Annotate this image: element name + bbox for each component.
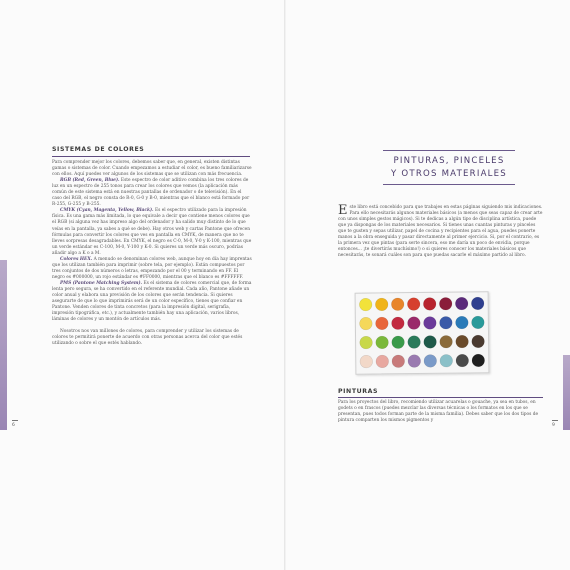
paint-swatch: [456, 316, 469, 329]
paint-swatch: [472, 316, 485, 329]
drop-cap: E: [338, 203, 348, 218]
paint-swatch: [424, 355, 437, 368]
paint-swatch: [423, 298, 436, 311]
page-number-left: [12, 420, 18, 428]
paint-swatch: [440, 354, 453, 367]
paint-swatch: [439, 297, 452, 310]
pms-text: Es el sistema de colores comercial que, de forma lenta pero segura, se ha convertido en el referente mundial. Cada año, Pantone añade un color anual y elabora una previsión de los colores que serán tendencia. Si quieres asegurarte de que lo que imprimirás será de un color específico, tienes que confiar en Pantone. Venden colores de tinta concretos (para la impresión digital, serigrafía, impresión tipográfica, etc.), y actualmente también hay una aplicación, varios libros, láminas de colores y un montón de artículos más.: [52, 280, 252, 323]
cmyk-term: CMYK (Cyan, Magenta, Yellow, Black).: [60, 208, 154, 214]
hex-paragraph: [52, 257, 252, 281]
palette-swatches: [356, 292, 489, 373]
paint-swatch: [440, 316, 453, 329]
hex-term: Colores HEX.: [60, 256, 93, 262]
right-edge-tab: [563, 355, 570, 430]
pms-term: PMS (Pantone Matching System).: [60, 280, 143, 286]
cmyk-text: Es el espectro utilizado para la impresión física. Es una gama más limitada, lo que equivale a decir que contiene menos colores que el RGB (si alguna vez has impreso algo del ordenador y ha salido muy distinto de lo que veías en la pantalla, ya sabes a qué se debe). Hay otros web y cartas Pantone que ofrecen fórmulas para convertir los colores que ves en pantalla en CMYK, de manera que no te lleves sorpresas desagradables. En CMYK, el negro es C-0, M-0, Y-0 y K-100, mientras que un verde estándar es C-100, M-0, Y-100 y K-0. Si quieres un verde más oscuro, podrías añadir algo a K o a M.: [52, 208, 252, 256]
pms-paragraph: [52, 281, 252, 323]
paint-swatch: [472, 354, 485, 367]
section-rule-paints: [338, 397, 543, 398]
paint-swatch: [424, 336, 437, 349]
section-rule: [52, 156, 250, 157]
section-title-color-systems: SISTEMAS DE COLORES: [52, 146, 145, 153]
chapter-rule-top: [383, 150, 515, 151]
intro-text-right: ste libro está concebido para que trabajes en estas páginas siguiendo mis indicaciones. Para ello necesitarás algunos materiales básicos (a menos que seas capaz de crear arte con unos simples gestos mágicos). Si te dedicas a algún tipo de disciplina artística, puede que ya dispongas de los materiales necesarios. Si tienes unas cuantas pinturas y pinceles que te gusten y sepas utilizar, papel de cocina y recipientes para el agua, puedes ponerte manos a la obra enseguida y pasar directamente al primer ejercicio. Si, por el contrario, es la primera vez que pintas (para serte sincera, eso me daría un poco de envidia, porque entonces... ¡te divertirás muchísimo!) o si quieres conocer los materiales básicos que necesitarás, te sonará cuáles son para que puedas sacarle el máximo partido al libro.: [338, 205, 543, 259]
chapter-rule-bottom: [383, 184, 515, 185]
closing-paragraph: Nosotros nos van millones de colores, para comprender y utilizar los sistemas de colores te permitirá ponerte de acuerdo con otras personas acerca del color que estés utilizando o sobre el que estés hablando.: [52, 329, 243, 347]
right-page-intro: [338, 205, 543, 259]
paint-swatch: [455, 297, 468, 310]
paint-swatch: [408, 336, 421, 349]
chapter-title: [383, 155, 515, 181]
rgb-text: Este espectro de color aditivo combina los tres colores de luz en un espectro de 255 tonos para crear los colores que vemos (la aplicación más común de este sistema está en nuestras pantallas de ordenador o de televisión). En el caso del RGB, el negro consta de R-0, G-0 y B-0, mientras que el blanco está formado por R-255, G-255 y B-255.: [52, 178, 250, 208]
paint-swatch: [456, 335, 469, 348]
paint-swatch: [376, 317, 389, 330]
intro-paragraph-right: [338, 205, 543, 259]
watercolor-palette-image: [355, 291, 490, 374]
left-page-body: [52, 160, 252, 347]
paint-swatch: [407, 298, 420, 311]
page-number-left-text: 6: [12, 423, 15, 428]
rgb-paragraph: [52, 178, 252, 208]
left-edge-tab: [0, 260, 7, 430]
rgb-term: RGB (Red, Green, Blue).: [60, 178, 120, 184]
paint-swatch: [392, 355, 405, 368]
cmyk-paragraph: [52, 208, 252, 256]
paint-swatch: [424, 317, 437, 330]
paints-paragraph: Para los proyectos del libro, recomiendo utilizar acuarelas o gouache, ya sea en tubos, en godets o en frascos (puedes mezclar las diversas técnicas o los formatos en los que se presentan, pues todos forman parte de la misma familia). Debes saber que los dos tipos de pintura comparten los mismos pigmentos y: [338, 400, 539, 424]
hex-text: A menudo se denominan colores web, aunque hoy en día hay imprentas que los utilizan también para imprimir (sobre tela, por ejemplo). Están compuestos por tres conjuntos de dos números o letras, empezando por el 00 y terminando en FF. El negro es #000000, un rojo estándar es #FF0000, mientras que el blanco es #FFFFFF.: [52, 256, 252, 280]
paint-swatch: [472, 335, 485, 348]
paint-swatch: [360, 336, 373, 349]
intro-paragraph: Para comprender mejor los colores, debemos saber que, en general, existen distintas gamas o sistemas de color. Cuando empezamos a estudiar el color, es bueno familiarizarse con ellos. Aquí puedes ver algunos de los sistemas que se utilizan con más frecuencia.: [52, 160, 252, 178]
paint-swatch: [376, 336, 389, 349]
paint-swatch: [391, 298, 404, 311]
page-number-right: [552, 420, 558, 428]
right-page: [285, 0, 570, 570]
book-gutter: [284, 0, 286, 570]
chapter-title-line1: PINTURAS, PINCELES: [393, 156, 505, 166]
section-title-paints: PINTURAS: [338, 388, 379, 395]
paint-swatch: [375, 298, 388, 311]
page-number-right-text: 9: [552, 423, 555, 428]
paint-swatch: [359, 298, 372, 311]
paint-swatch: [471, 297, 484, 310]
paint-swatch: [392, 317, 405, 330]
paints-body: [338, 400, 543, 424]
paint-swatch: [456, 354, 469, 367]
paint-swatch: [360, 317, 373, 330]
paint-swatch: [408, 317, 421, 330]
paint-swatch: [376, 355, 389, 368]
paint-swatch: [392, 336, 405, 349]
paint-swatch: [440, 335, 453, 348]
paint-swatch: [408, 355, 421, 368]
chapter-title-line2: Y OTROS MATERIALES: [391, 169, 507, 179]
paint-swatch: [360, 355, 373, 368]
